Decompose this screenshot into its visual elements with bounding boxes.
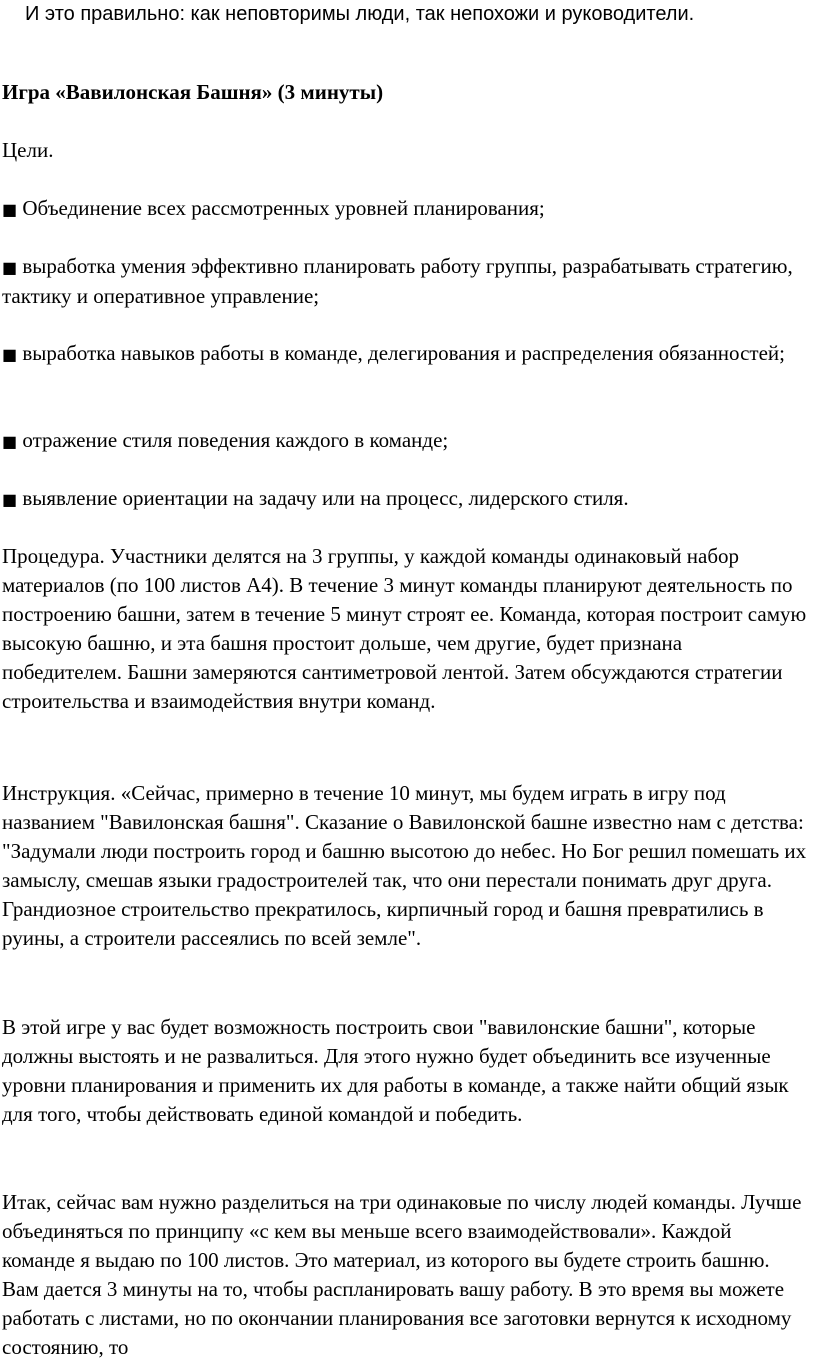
goal-text: выработка умения эффективно планировать работу группы, разрабатывать стратегию, тактику и оперативное управление; — [2, 254, 793, 308]
split-paragraph: Итак, сейчас вам нужно разделиться на три одинаковые по числу людей команды. Лучше объединяться по принципу «с кем вы меньше всего взаимодействовали». Каждой команде я выдаю по 100 листов. Это материал, из которого вы будете строить башню. Вам дается 3 минуты на то, чтобы распланировать вашу работу. В это время вы можете работать с листами, но по окончании планирования все заготовки вернутся к исходному состоянию, то — [2, 1190, 802, 1359]
goal-item — [2, 484, 807, 514]
game-heading: Игра «Вавилонская Башня» (3 минуты) — [2, 80, 384, 104]
goal-item — [2, 426, 807, 456]
goal-text: выработка навыков работы в команде, делегирования и распределения обязанностей; — [22, 341, 785, 365]
bullet-square-icon: ■ — [2, 432, 18, 451]
goals-label: Цели. — [2, 138, 54, 162]
bullet-square-icon: ■ — [2, 200, 18, 219]
goal-text: выявление ориентации на задачу или на процесс, лидерского стиля. — [22, 486, 629, 510]
goal-text: отражение стиля поведения каждого в команде; — [22, 428, 449, 452]
goal-item — [2, 252, 807, 311]
instruction-paragraph: Инструкция. «Сейчас, примерно в течение 10 минут, мы будем играть в игру под названием "Вавилонская башня". Сказание о Вавилонской башне известно нам с детства: "Задумали люди построить город и башню высотою до небес. Но Бог решил помешать их замыслу, смешав языки градостроителей так, что они перестали понимать друг друга. Грандиозное строительство прекратилось, кирпичный город и башня превратились в руины, а строители рассеялись по всей земле". — [2, 781, 807, 950]
bullet-square-icon: ■ — [2, 345, 18, 364]
bullet-square-icon: ■ — [2, 258, 18, 277]
intro-text: И это правильно: как неповторимы люди, так непохожи и руководители. — [25, 3, 695, 25]
bullet-square-icon: ■ — [2, 490, 18, 509]
goal-text: Объединение всех рассмотренных уровней планирования; — [22, 196, 545, 220]
game-paragraph: В этой игре у вас будет возможность построить свои "вавилонские башни", которые должны выстоять и не развалиться. Для этого нужно будет объединить все изученные уровни планирования и применить их для работы в команде, а также найти общий язык для того, чтобы действовать единой командой и победить. — [2, 1015, 789, 1126]
goal-item — [2, 339, 807, 369]
goal-item — [2, 194, 807, 224]
procedure-paragraph: Процедура. Участники делятся на 3 группы, у каждой команды одинаковый набор материалов (по 100 листов А4). В течение 3 минут команды планируют деятельность по построению башни, затем в течение 5 минут строят ее. Команда, которая построит самую высокую башню, и эта башня простоит дольше, чем другие, будет признана победителем. Башни замеряются сантиметровой лентой. Затем обсуждаются стратегии строительства и взаимодействия внутри команд. — [2, 544, 807, 713]
